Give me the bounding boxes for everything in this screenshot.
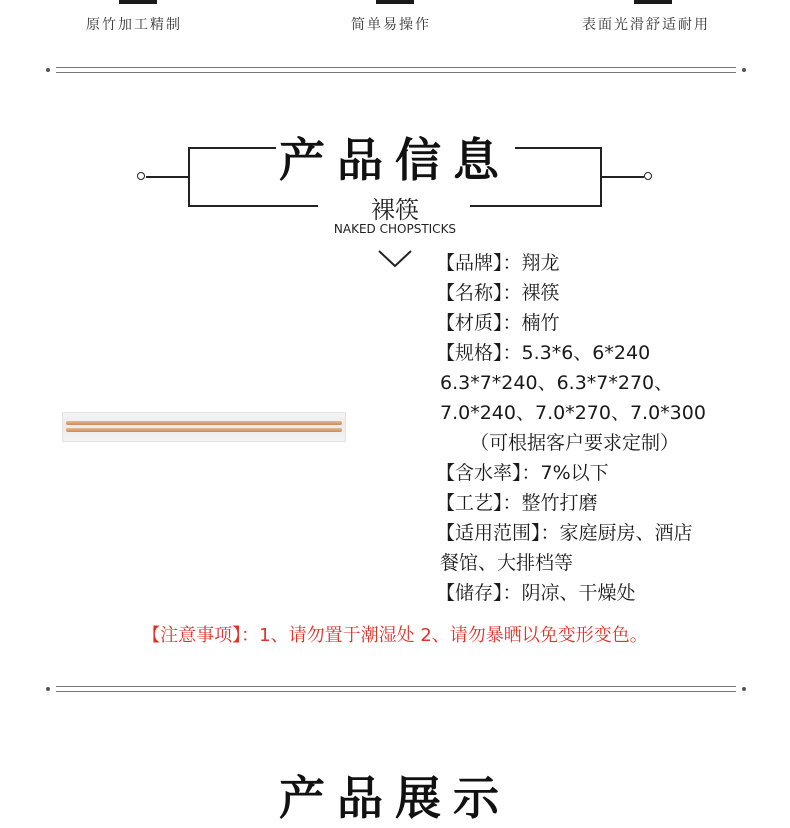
- info-usage: 【适用范围】：家庭厨房、酒店: [436, 522, 693, 544]
- info-name: 【名称】：裸筷: [436, 282, 560, 304]
- divider-line: [56, 72, 736, 73]
- info-spec: 【规格】：5.3*6、6*240: [436, 342, 651, 364]
- divider-dot: [742, 68, 746, 72]
- feature-label-2: 简单易操作: [351, 17, 431, 33]
- info-spec-note: （可根据客户要求定制）: [470, 432, 680, 454]
- feature-bar: [376, 0, 414, 4]
- divider-dot: [46, 68, 50, 72]
- chevron-down-icon: [377, 249, 413, 269]
- chopstick: [66, 428, 342, 432]
- info-craft: 【工艺】：整竹打磨: [436, 492, 598, 514]
- feature-label-1: 原竹加工精制: [86, 17, 182, 33]
- divider-dot: [46, 687, 50, 691]
- section-title: 产品信息: [279, 133, 511, 187]
- divider-line: [56, 686, 736, 687]
- notice-text: 【注意事项】：1、请勿置于潮湿处 2、请勿暴晒以免变形变色。: [142, 625, 648, 646]
- info-spec-cont: 6.3*7*240、6.3*7*270、: [440, 372, 674, 394]
- section-divider: [46, 684, 746, 694]
- info-brand: 【品牌】：翔龙: [436, 252, 560, 274]
- divider-dot: [742, 687, 746, 691]
- info-storage: 【储存】：阴凉、干燥处: [436, 582, 636, 604]
- section-subtitle-en: NAKED CHOPSTICKS: [333, 222, 457, 236]
- info-usage-cont: 餐馆、大排档等: [440, 552, 574, 574]
- chopstick-sleeve: [62, 412, 346, 442]
- divider-line: [56, 691, 736, 692]
- feature-label-3: 表面光滑舒适耐用: [582, 17, 710, 33]
- feature-bar: [634, 0, 672, 4]
- info-spec-cont: 7.0*240、7.0*270、7.0*300: [440, 402, 706, 424]
- section-subtitle-zh: 裸筷: [371, 196, 419, 224]
- info-material: 【材质】：楠竹: [436, 312, 560, 334]
- section-divider: [46, 65, 746, 75]
- product-image: [62, 412, 344, 440]
- chopstick: [66, 421, 342, 425]
- info-moisture: 【含水率】：7%以下: [436, 462, 609, 484]
- next-section-title: 产品展示: [279, 771, 511, 825]
- divider-line: [56, 67, 736, 68]
- feature-bar: [119, 0, 157, 4]
